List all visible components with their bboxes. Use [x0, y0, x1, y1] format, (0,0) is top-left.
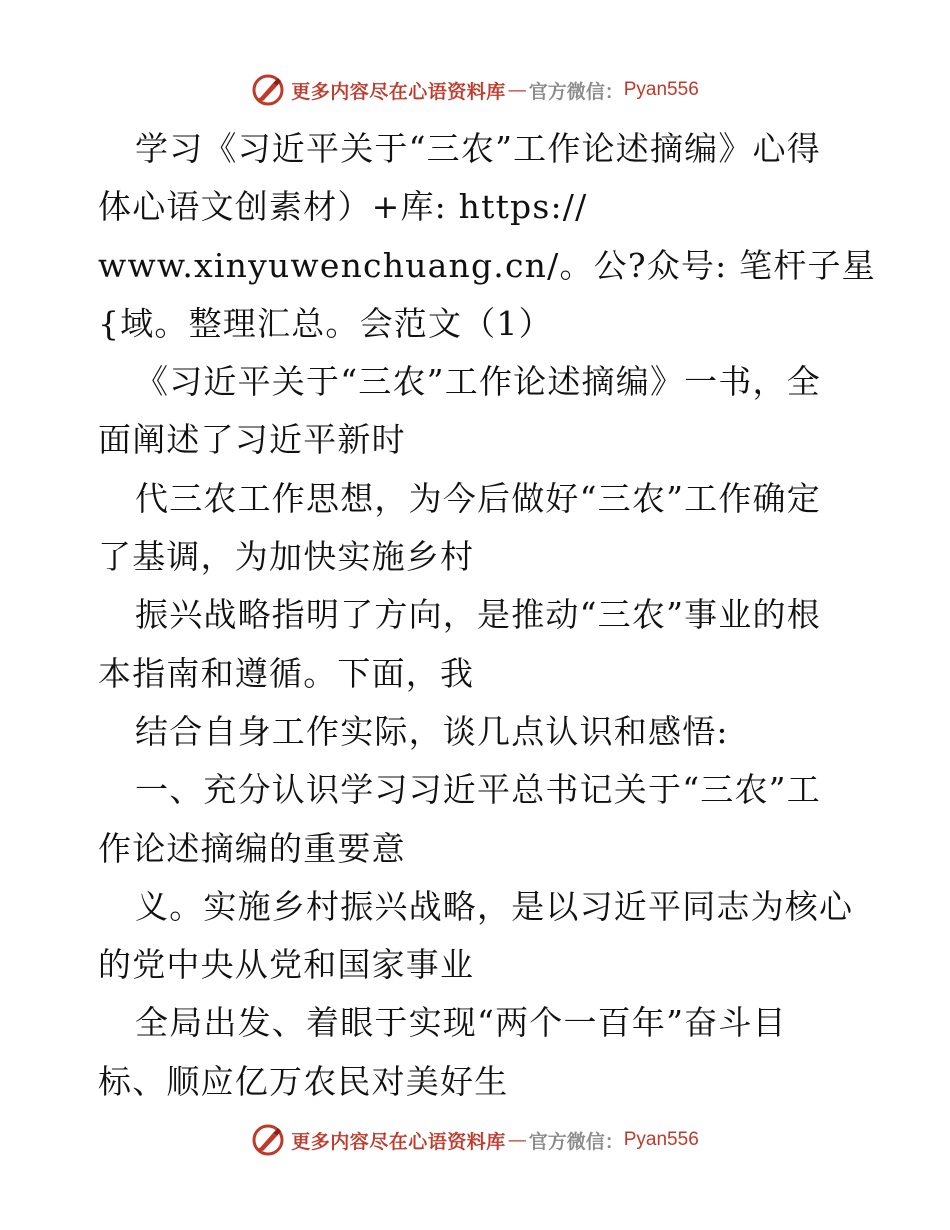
banner-wechat-label: 官方微信： — [528, 80, 624, 103]
text-line: 振兴战略指明了方向，是推动“三农”事业的根 — [135, 595, 821, 635]
text-line: 本指南和遵循。下面，我 — [98, 653, 475, 693]
document-body — [98, 120, 876, 1111]
text-line: 义。实施乡村振兴战略，是以习近平同志为核心 — [135, 886, 854, 926]
banner-wechat-id: Pyan556 — [623, 1129, 699, 1150]
text-line: 结合自身工作实际，谈几点认识和感悟: — [135, 711, 729, 751]
pen-logo-icon — [251, 73, 285, 107]
pen-logo-icon — [251, 1123, 285, 1157]
text-line: 学习《习近平关于“三农”工作论述摘编》心得 — [135, 129, 821, 168]
text-line: {域。整理汇总。会范文（1） — [98, 303, 553, 343]
footer-watermark-banner — [0, 1120, 950, 1160]
text-line: 作论述摘编的重要意 — [98, 828, 406, 868]
banner-dash: — — [507, 79, 527, 101]
text-line: 了基调，为加快实施乡村 — [98, 537, 475, 577]
text-line: 体心语文创素材）+库: https:// — [98, 187, 588, 227]
text-line: 的党中央从党和国家事业 — [98, 945, 475, 985]
banner-dash: — — [507, 1129, 527, 1151]
text-line: 代三农工作思想，为今后做好“三农”工作确定 — [135, 478, 821, 518]
header-watermark-banner — [0, 70, 950, 110]
banner-wechat-label: 官方微信： — [528, 1130, 624, 1153]
section-heading-line: 一、充分认识学习习近平总书记关于“三农”工 — [135, 770, 821, 810]
text-line: www.xinyuwenchuang.cn/。公?众号: 笔杆子星 — [98, 245, 876, 285]
banner-site-text: 更多内容尽在心语资料库 — [291, 1130, 506, 1153]
text-line: 全局出发、着眼于实现“两个一百年”奋斗目 — [135, 1003, 787, 1043]
text-line: 面阐述了习近平新时 — [98, 420, 406, 460]
text-line: 《习近平关于“三农”工作论述摘编》一书，全 — [135, 362, 821, 402]
banner-site-text: 更多内容尽在心语资料库 — [291, 80, 506, 103]
text-line: 标、顺应亿万农民对美好生 — [98, 1061, 509, 1101]
banner-wechat-id: Pyan556 — [623, 79, 699, 100]
